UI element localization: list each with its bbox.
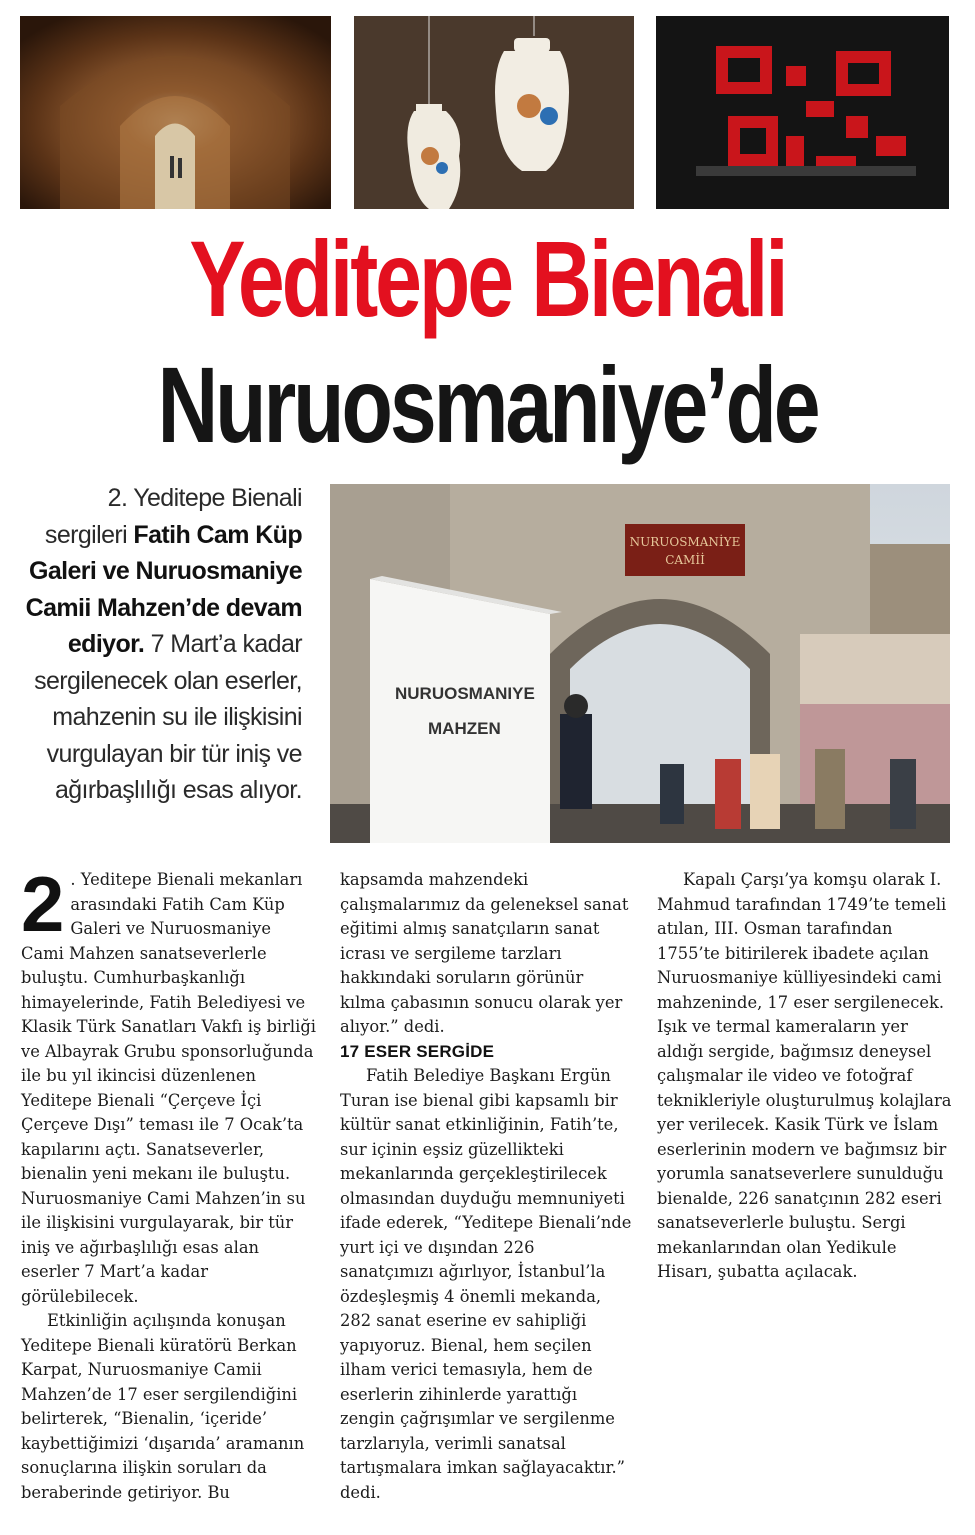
sign-text-line-1: NURUOSMANIYE [395, 684, 535, 703]
gate-plaque-line-1: NURUOSMANİYE [629, 535, 741, 549]
article-column-2 [340, 868, 632, 1505]
gate-image [330, 484, 950, 843]
lead-intro: 2. Yeditepe Bienali sergileri [44, 484, 302, 549]
drop-cap: 2 [21, 860, 65, 948]
gate-plaque-line-2: CAMİİ [665, 553, 705, 567]
vases-image [354, 16, 634, 209]
lead-paragraph [22, 480, 302, 809]
article-paragraph-1: . Yeditepe Bienali mekanları arasındaki Fatih Cam Küp Galeri ve Nuruosmaniye Cami Mahzen sanatseverlerle buluştu. Cumhurbaşkanlığı himayelerinde, Fatih Belediyesi ve Klasik Türk Sanatları Vakfı iş birliği ve Albayrak Grubu sponsorluğunda ile bu yıl ikincisi düzenlenen Yeditepe Bienali “Çerçeve İçi Çerçeve Dışı” teması ile 7 Ocak’ta kapılarını açtı. Sanatseverler, bienalin yeni mekanı ile buluştu. Nuruosmaniye Cami Mahzen’in su ile ilişkisini vurgulayarak, bir tür iniş ve ağırbaşlılığı esas alan eserler 7 Mart’a kadar görülebilecek. [21, 870, 316, 1306]
qr-installation-photo [656, 16, 949, 209]
subheading: 17 ESER SERGİDE [340, 1041, 495, 1061]
headline-line-1: Yeditepe Bienali [189, 218, 786, 339]
article-column-1 [21, 860, 317, 1505]
sign-text-line-2: MAHZEN [428, 719, 501, 738]
article-column-3 [657, 868, 953, 1285]
qr-installation-image [656, 16, 949, 209]
article-paragraph-2: Etkinliğin açılışında konuşan Yeditepe Bienali küratörü Berkan Karpat, Nuruosmaniye Camii Mahzen’de 17 eser sergilendiğini belirterek, “Bienalin, ‘içeride’ kaybettiğimizi ‘dışarıda’ aramanın sonuçlarına ilişkin soruları da beraberinde getiriyor. Bu [21, 1311, 305, 1502]
headline-line-2: Nuruosmaniye’de [157, 344, 818, 465]
vases-photo [354, 16, 634, 209]
tunnel-image [20, 16, 331, 209]
lead-rest: 7 Mart’a kadar sergilenecek olan eserler, mahzenin su ile ilişkisini vurgulayan bir tür iniş ve ağırbaşlılığı esas alıyor. [34, 630, 302, 804]
tunnel-photo [20, 16, 331, 209]
article-paragraph-2-continued: kapsamda mahzendeki çalışmalarımız da geleneksel sanat eğitimi almış sanatçıların sanat icrası ve sergileme tarzları hakkındaki soruların görünür kılma çabasının sonucu olarak yer alıyor.” dedi. [340, 870, 629, 1036]
nuruosmaniye-gate-photo [330, 484, 950, 843]
article-paragraph-4: Kapalı Çarşı’ya komşu olarak I. Mahmud tarafından 1749’te temeli atılan, III. Osman tarafından 1755’te bitirilerek ibadete açılan Nuruosmaniye külliyesindeki cami mahzeninde, 17 eser sergilenecek. Işık ve termal kameraların yer aldığı sergide, bağımsız deneysel çalışmalar ile video ve fotoğraf teknikleriyle oluşturulmuş kolajlara yer verilecek. Kasik Türk ve İslam eserlerinin modern ve bağımsız bir yorumla sanatseverlere sunulduğu bienalde, 226 sanatçının 282 eseri sanatseverlerle buluştu. Sergi mekanlarından olan Yedikule Hisarı, şubatta açılacak. [657, 870, 952, 1281]
article-paragraph-3: Fatih Belediye Başkanı Ergün Turan ise bienal gibi kapsamlı bir kültür sanat etkinliğinin, Fatih’te, sur içinin eşsiz güzellikteki mekanlarında gerçekleştirilecek olmasından duyduğu memnuniyeti ifade ederek, “Yeditepe Bienali’nde yurt içi ve dışından 226 sanatçımızı ağırlıyor, İstanbul’la özdeşleşmiş 4 önemli mekanda, 282 sanat eserine ev sahipliği yapıyoruz. Bienal, hem seçilen ilham verici temasıyla, hem de eserlerin zihinlerde yarattığı zengin çağrışımlar ve sergilenme tarzlarıyla, verimli sanatsal tartışmalara imkan sağlayacaktır.” dedi. [340, 1066, 632, 1502]
lead-bold: Fatih Cam Küp Galeri ve Nuruosmaniye Camii Mahzen’de devam ediyor. [25, 520, 302, 658]
